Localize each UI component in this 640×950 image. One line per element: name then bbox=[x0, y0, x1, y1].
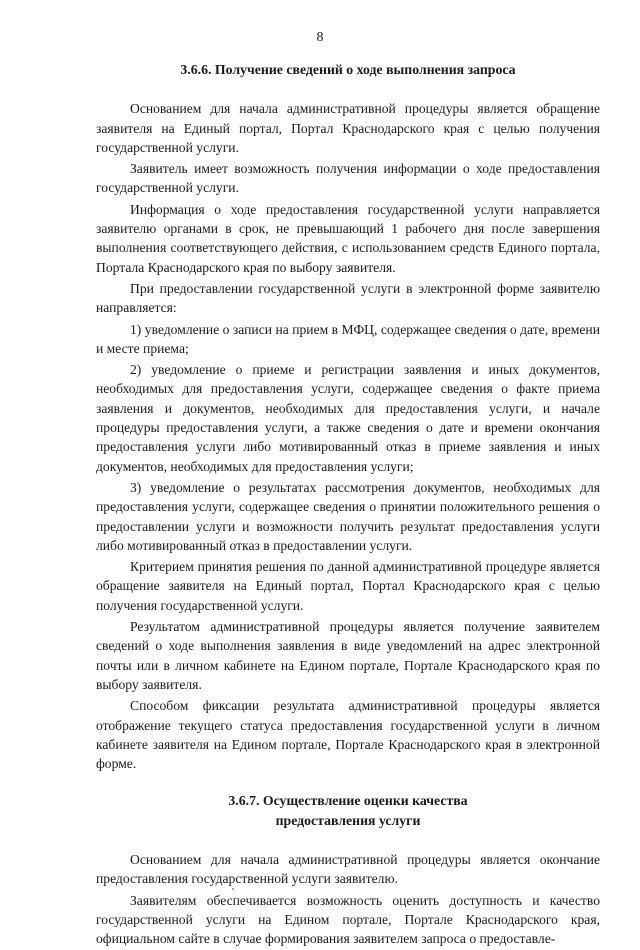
scan-artifact-dot bbox=[232, 888, 234, 890]
page-number: 8 bbox=[316, 30, 324, 45]
paragraph: Информация о ходе предоставления государственной услуги направляется заявителю органами в срок, не превышающий 1 рабочего дня после завершения выполнения соответствующего действия, с использованием средств Единого портала, Портала Краснодарского края по выбору заявителя. bbox=[96, 201, 600, 275]
paragraph: Результатом административной процедуры является получение заявителем сведений о ходе выполнения заявления в виде уведомлений на адрес электронной почты или в личном кабинете на Едином портале, Портале Краснодарского края по выбору заявителя. bbox=[96, 619, 600, 692]
list-item-paragraph: 1) уведомление о записи на прием в МФЦ, содержащее сведения о дате, времени и месте приема; bbox=[96, 321, 600, 356]
section-heading-3-6-7 bbox=[96, 791, 600, 830]
paragraph: Основанием для начала административной процедуры является окончание предоставления государственной услуги заявителю. bbox=[96, 851, 600, 887]
paragraph: Способом фиксации результата административной процедуры является отображение текущего статуса предоставления государственной услуги в личном кабинете заявителя на Едином портале, Портале Краснодарского края в электронной форме. bbox=[96, 698, 600, 772]
list-item-paragraph: 3) уведомление о результатах рассмотрения документов, необходимых для предоставления услуги, содержащее сведения о принятии положительного решения о предоставлении услуги и возможности получить результат предоставления услуги либо мотивированный отказ в предоставлении услуги. bbox=[96, 479, 600, 553]
paragraph: Заявителям обеспечивается возможность оценить доступность и качество государственной услуги на Едином портале, Портале Краснодарского края, официальном сайте в случае формирования заявителем запроса о предоставле- bbox=[96, 892, 600, 947]
paragraph: Заявитель имеет возможность получения информации о ходе предоставления государственной услуги. bbox=[96, 161, 600, 196]
section-heading-3-6-6: 3.6.6. Получение сведений о ходе выполнения запроса bbox=[180, 62, 516, 77]
paragraph: Критерием принятия решения по данной административной процедуре является обращение заявителя на Единый портал, Портал Краснодарского края с целью получения государственной услуги. bbox=[96, 559, 600, 613]
document-body bbox=[96, 58, 600, 950]
paragraph: При предоставлении государственной услуги в электронной форме заявителю направляется: bbox=[96, 280, 600, 316]
paragraph: Основанием для начала административной процедуры является обращение заявителя на Единый портал, Портал Краснодарского края с целью получения государственной услуги. bbox=[96, 101, 600, 155]
list-item-paragraph: 2) уведомление о приеме и регистрации заявления и иных документов, необходимых для предоставления услуги, содержащее сведения о факте приема заявления и документов, необходимых для предоставления услуги, и начале процедуры предоставления услуги, а также сведения о дате и времени окончания предоставления услуги либо мотивированный отказ в приеме заявления и иных документов, необходимых для предоставления услуги; bbox=[96, 362, 600, 474]
section-heading-line: предоставления услуги bbox=[275, 812, 421, 828]
section-heading-line: 3.6.7. Осуществление оценки качества bbox=[228, 793, 468, 809]
